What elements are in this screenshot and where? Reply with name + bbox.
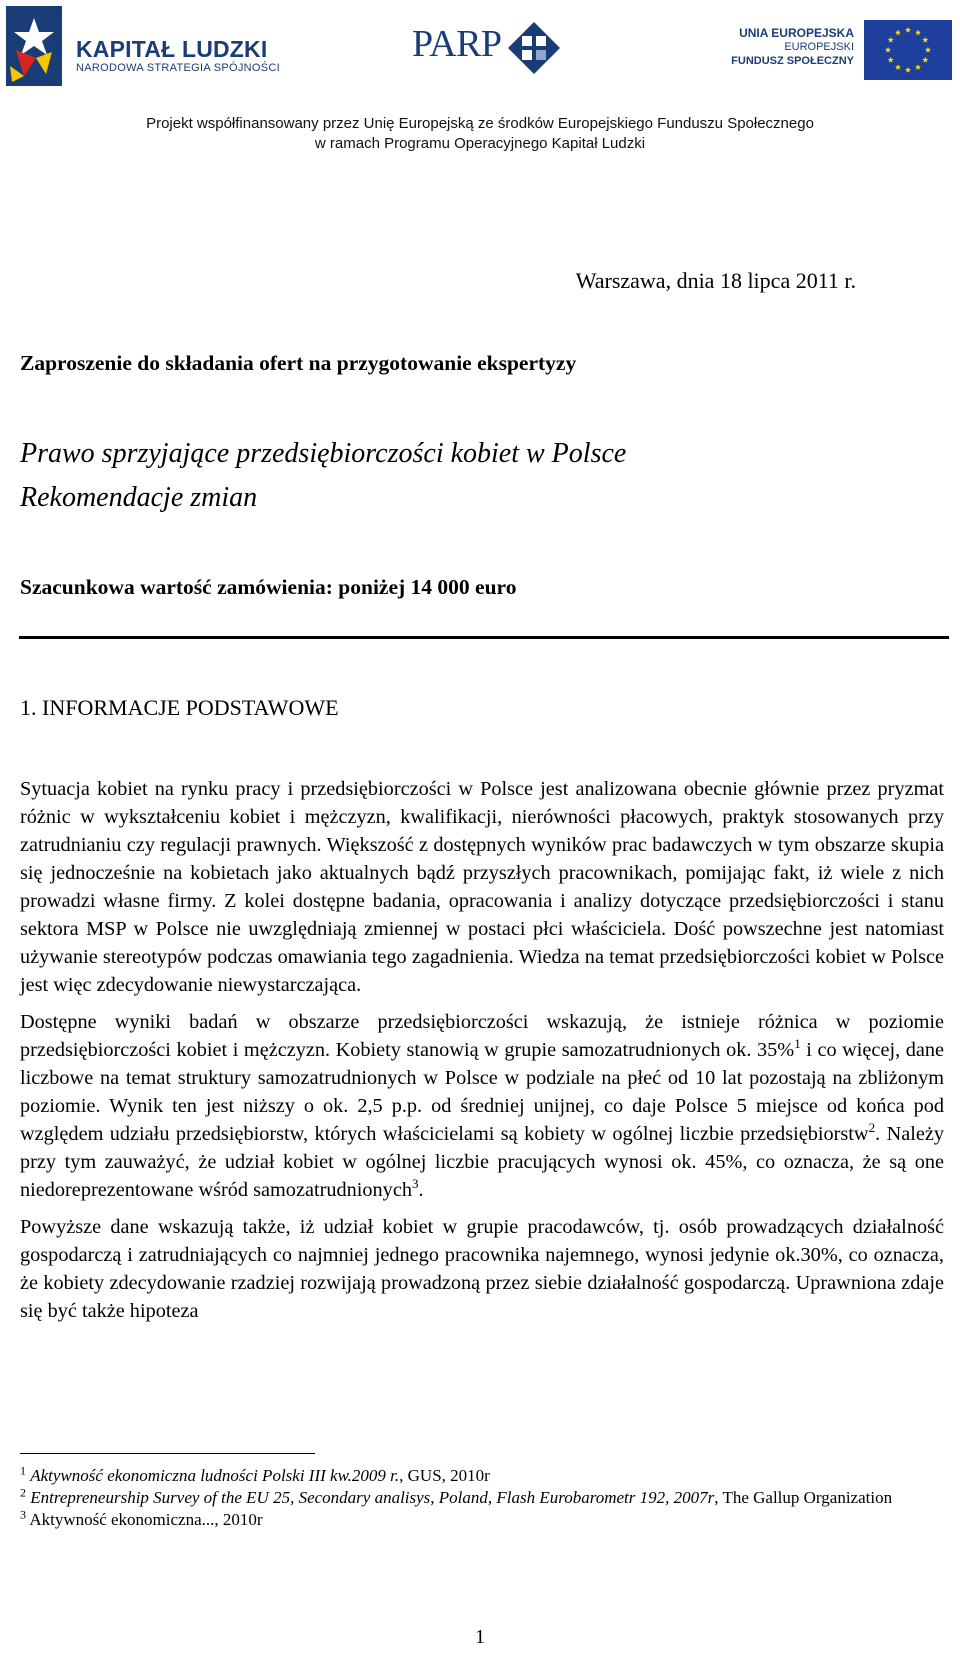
subject-line2: Rekomendacje zmian [20,482,258,513]
paragraph-2-part-a: Dostępne wyniki badań w obszarze przedsiębiorczości wskazują, że istnieje różnica w poziomie przedsiębiorczości kobiet i mężczyzn. Kobiety stanowią w grupie samozatrudnionych ok. 35% [20,1011,944,1061]
footnote-1-title: Aktywność ekonomiczna ludności Polski III kw.2009 r. [30,1466,400,1485]
footnote-2-source: , The Gallup Organization [714,1488,893,1507]
footnotes [20,1465,944,1531]
cofinancing-line1: Projekt współfinansowany przez Unię Europejską ze środków Europejskiego Funduszu Społecznego [146,115,814,132]
eu-logo-line1: UNIA EUROPEJSKA [739,26,854,40]
body-text [20,775,944,1334]
eu-logo-line3: FUNDUSZ SPOŁECZNY [731,55,854,67]
parp-logo [412,16,572,76]
paragraph-3: Powyższe dane wskazują także, iż udział kobiet w grupie pracodawców, tj. osób prowadzących działalność gospodarczą i zatrudniających co najmniej jednego pracownika najemnego, wynosi jedynie ok.30%, co oznacza, że kobiety zdecydowanie rzadziej rozwijają prowadzoną przez siebie działalność gospodarczą. Uprawniona zdaje się być także hipoteza [20,1216,944,1322]
subject-line1: Prawo sprzyjające przedsiębiorczości kobiet w Polsce [20,438,627,469]
footnote-ref-2: 2 [868,1120,876,1136]
cofinancing-line2: w ramach Programu Operacyjnego Kapitał Ludzki [314,135,646,152]
parp-mark-icon [506,20,562,76]
footnote-1-number: 1 [20,1463,26,1478]
eu-flag-icon [864,20,952,80]
footnote-ref-3: 3 [411,1176,419,1192]
footnote-3-text: Aktywność ekonomiczna..., 2010r [29,1510,263,1529]
kapital-ludzki-title: KAPITAŁ LUDZKI [76,36,268,62]
footnote-3-number: 3 [20,1507,26,1522]
footnote-3 [20,1509,944,1531]
subject-heading [20,432,626,520]
footnote-2-number: 2 [20,1485,26,1500]
cofinancing-notice [0,114,960,154]
footnote-1-source: , GUS, 2010r [399,1466,490,1485]
paragraph-2-part-c: . Należy przy tym zauważyć, że udział kobiet w ogólnej liczbie pracujących wynosi ok. 45%, co oznacza, że są one niedoreprezentowane wśród samozatrudnionych [20,1123,944,1201]
footnote-divider [20,1453,315,1454]
footnote-2-title: Entrepreneurship Survey of the EU 25, Secondary analisys, Poland, Flash Eurobarometr 192, 2007r [30,1488,715,1507]
horizontal-divider [19,636,949,639]
eu-logo-text [731,26,854,68]
eu-logo-line2: EUROPEJSKI [784,41,854,53]
paragraph-1: Sytuacja kobiet na rynku pracy i przedsiębiorczości w Polsce jest analizowana obecnie głównie przez pryzmat różnic w wykształceniu kobiet i mężczyzn, kwalifikacji, nierówności płacowych, praktyk stosowanych przy zatrudnianiu czy regulacji prawnych. Większość z dostępnych wyników prac badawczych w tym obszarze skupia się jednocześnie na kobietach jako aktualnych bądź przyszłych pracownikach, pomijając fakt, iż wiele z nich prowadzi własne firmy. Z kolei dostępne badania, opracowania i analizy dotyczące przedsiębiorczości i stanu sektora MSP w Polsce nie uwzględniają zmiennej w postaci płci właściciela. Dość powszechne jest natomiast używanie stereotypów podczas omawiania tego zagadnienia. Wiedza na temat przedsiębiorczości kobiet w Polsce jest więc zdecydowanie niewystarczająca. [20,778,944,996]
paragraph-2-part-d: . [418,1179,424,1201]
section-heading: 1. INFORMACJE PODSTAWOWE [20,695,339,720]
eu-logo [731,14,958,80]
footnote-1 [20,1465,944,1487]
invitation-title: Zaproszenie do składania ofert na przygotowanie ekspertyzy [20,351,577,375]
kapital-ludzki-logo [6,6,280,86]
estimated-value: Szacunkowa wartość zamówienia: poniżej 14 000 euro [20,575,517,599]
footnote-ref-1: 1 [794,1036,801,1052]
parp-title: PARP [412,23,502,65]
kapital-ludzki-flag-icon [6,6,62,86]
place-and-date: Warszawa, dnia 18 lipca 2011 r. [575,268,856,293]
footnote-2 [20,1487,944,1509]
paragraph-2-part-b: i co więcej, dane liczbowe na temat struktury samozatrudnionych w Polsce w podziale na płeć od 10 lat pozostają na zbliżonym poziomie. Wynik ten jest niższy o ok. 2,5 p.p. od średniej unijnej, co daje Polsce 5 miejsce od końca pod względem udziału przedsiębiorstw, których właścicielami są kobiety w ogólnej liczbie przedsiębiorstw [20,1039,944,1145]
kapital-ludzki-subtitle: NARODOWA STRATEGIA SPÓJNOŚCI [76,62,280,74]
page-number: 1 [475,1626,485,1648]
paragraph-2 [20,1008,944,1204]
header-logo-bar [0,0,960,90]
